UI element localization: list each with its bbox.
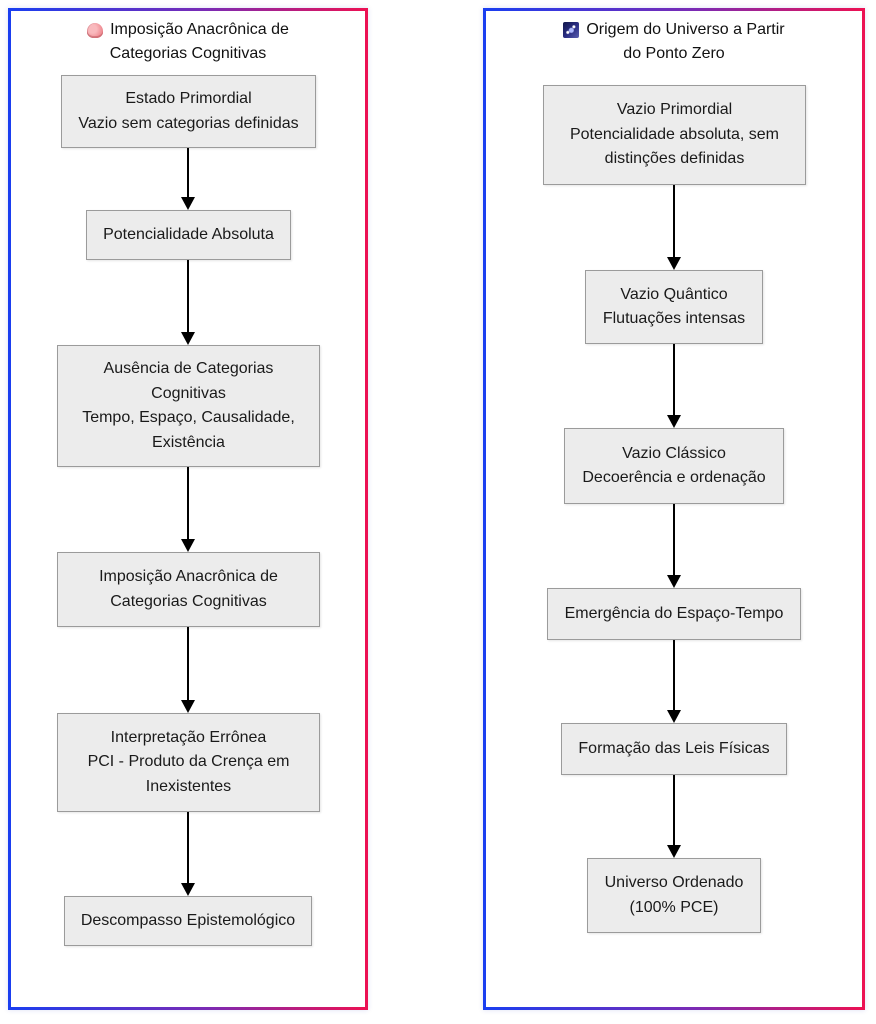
flow-arrow xyxy=(181,812,195,896)
arrow-line xyxy=(187,812,189,883)
node-universo-ordenado xyxy=(587,858,761,933)
node-potencialidade-absoluta xyxy=(86,210,291,260)
panel-title-text: Imposição Anacrônica de xyxy=(110,21,289,38)
arrow-line xyxy=(673,185,675,257)
node-text-line: Universo Ordenado xyxy=(604,874,744,891)
node-text-line: PCI - Produto da Crença em xyxy=(87,753,290,771)
arrow-head-icon xyxy=(667,575,681,588)
flow-arrow xyxy=(181,260,195,345)
node-imposicao-anacronica xyxy=(57,552,320,627)
arrow-line xyxy=(187,467,189,539)
arrow-line xyxy=(673,344,675,415)
node-text-line: Emergência do Espaço-Tempo xyxy=(564,604,784,622)
flow-arrow xyxy=(667,775,681,858)
arrow-head-icon xyxy=(181,332,195,345)
arrow-head-icon xyxy=(181,883,195,896)
brain-icon xyxy=(87,23,103,38)
panel-title-line1 xyxy=(486,18,862,42)
node-vazio-quantico xyxy=(585,270,763,344)
flow-arrow xyxy=(667,344,681,428)
node-text-line: Descompasso Epistemológico xyxy=(80,911,296,929)
arrow-head-icon xyxy=(667,710,681,723)
panel-title-text: Categorias Cognitivas xyxy=(109,45,267,62)
flow-arrow xyxy=(667,185,681,270)
node-text-line: Potencialidade absoluta, sem xyxy=(569,125,780,143)
arrow-line xyxy=(673,504,675,575)
node-interpretacao-erronea xyxy=(57,713,320,812)
node-text-line: distinções definidas xyxy=(604,150,745,168)
arrow-line xyxy=(187,627,189,700)
node-text-line: Potencialidade Absoluta xyxy=(103,225,274,243)
node-vazio-classico xyxy=(564,428,784,504)
arrow-head-icon xyxy=(667,257,681,270)
node-text-line: Decoerência e ordenação xyxy=(582,469,766,486)
node-text-line: Vazio Clássico xyxy=(622,444,726,462)
flow-arrow xyxy=(181,148,195,210)
node-text-line: Categorias Cognitivas xyxy=(110,592,267,610)
node-text-line: Imposição Anacrônica de xyxy=(99,568,278,585)
node-text-line: Tempo, Espaço, Causalidade, xyxy=(82,409,295,426)
panel-title xyxy=(11,18,365,66)
node-text-line: Flutuações intensas xyxy=(602,310,746,327)
node-text-line: Cognitivas xyxy=(151,384,226,402)
node-descompasso-epistemologico xyxy=(64,896,312,946)
node-text-line: Ausência de Categorias xyxy=(103,360,274,377)
arrow-line xyxy=(673,775,675,845)
node-text-line: Vazio Quântico xyxy=(620,285,728,303)
galaxy-icon xyxy=(563,22,579,38)
flow-arrow xyxy=(181,627,195,713)
node-estado-primordial xyxy=(61,75,316,148)
node-vazio-primordial xyxy=(543,85,806,185)
node-text-line: Vazio Primordial xyxy=(616,101,733,119)
arrow-line xyxy=(187,148,189,197)
node-emergencia-espaco-tempo xyxy=(547,588,801,640)
flow-arrow xyxy=(181,467,195,552)
flow-arrow xyxy=(667,504,681,588)
panel-origem-universo xyxy=(483,8,865,1010)
panel-title xyxy=(486,18,862,66)
panel-imposicao-anacronica xyxy=(8,8,368,1010)
node-text-line: Existência xyxy=(152,433,225,451)
arrow-line xyxy=(673,640,675,710)
arrow-head-icon xyxy=(181,539,195,552)
panel-title-line1 xyxy=(11,18,365,42)
node-text-line: Interpretação Errônea xyxy=(110,728,267,746)
node-ausencia-categorias xyxy=(57,345,320,467)
node-text-line: Formação das Leis Físicas xyxy=(578,739,770,757)
node-text-line: Vazio sem categorias definidas xyxy=(78,114,299,132)
panel-title-line2 xyxy=(11,42,365,66)
node-text-line: (100% PCE) xyxy=(629,898,719,916)
panel-title-line2 xyxy=(486,42,862,66)
node-formacao-leis-fisicas xyxy=(561,723,787,775)
node-text-line: Inexistentes xyxy=(145,777,232,795)
arrow-head-icon xyxy=(181,197,195,210)
arrow-line xyxy=(187,260,189,332)
flow-arrow xyxy=(667,640,681,723)
panel-title-text: Origem do Universo a Partir xyxy=(586,21,785,38)
arrow-head-icon xyxy=(667,415,681,428)
panel-title-text: do Ponto Zero xyxy=(623,45,725,62)
node-text-line: Estado Primordial xyxy=(125,90,252,107)
arrow-head-icon xyxy=(181,700,195,713)
arrow-head-icon xyxy=(667,845,681,858)
